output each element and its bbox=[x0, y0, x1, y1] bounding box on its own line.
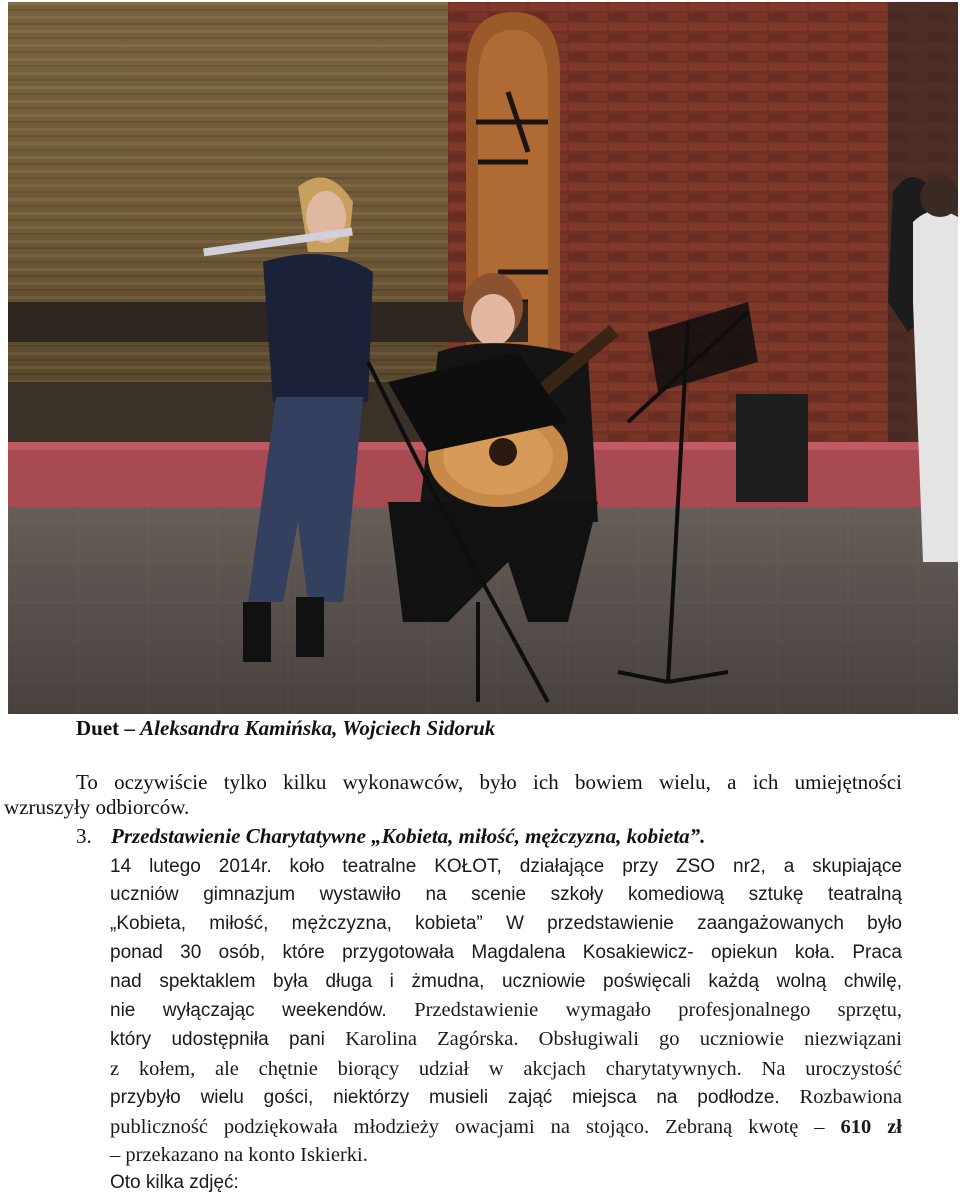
body-line-6a: nie wyłączając weekendów. bbox=[110, 1000, 415, 1022]
body-line-5: nad spektaklem była długa i żmudna, uczniowie poświęcali każdą wolną chwilę, bbox=[110, 970, 902, 992]
donation-amount: 610 zł bbox=[840, 1115, 902, 1138]
body-line-11: – przekazano na konto Iskierki. bbox=[110, 1144, 368, 1167]
concert-photo bbox=[8, 2, 958, 714]
intro-paragraph bbox=[4, 770, 902, 820]
section-title: Przedstawienie Charytatywne „Kobieta, miłość, mężczyzna, kobieta”. bbox=[111, 824, 706, 848]
caption-names: Aleksandra Kamińska, Wojciech Sidoruk bbox=[140, 716, 496, 740]
section-3-body bbox=[110, 853, 902, 1198]
body-line-8a: z kołem, ale chętnie biorący udział w akcjach charytatywnych. bbox=[110, 1057, 762, 1080]
body-line-9b: Rozbawiona bbox=[799, 1086, 902, 1109]
body-line-6b: Przedstawienie wymagało profesjonalnego sprzętu, bbox=[414, 999, 902, 1022]
intro-line-1: To oczywiście tylko kilku wykonawców, było ich bowiem wielu, a ich umiejętności bbox=[76, 770, 902, 794]
body-line-1: 14 lutego 2014r. koło teatralne KOŁOT, działające przy ZSO nr2, a skupiające bbox=[110, 856, 902, 877]
photo-caption bbox=[76, 716, 495, 741]
body-line-9a: przybyło wielu gości, niektórzy musieli zająć miejsca na podłodze. bbox=[110, 1087, 800, 1109]
intro-line-2: wzruszyły odbiorców. bbox=[4, 795, 190, 819]
section-3-heading bbox=[76, 824, 705, 849]
section-number: 3. bbox=[76, 824, 92, 848]
body-line-2: uczniów gimnazjum wystawiło na scenie szkoły komediową sztukę teatralną bbox=[110, 884, 902, 906]
body-line-12: Oto kilka zdjęć: bbox=[110, 1172, 239, 1194]
body-line-7b: Karolina Zagórska. bbox=[345, 1028, 539, 1051]
body-line-4a: ponad 30 osób, które przygotowała bbox=[110, 942, 472, 964]
body-line-10a: publiczność podziękowała młodzieży owacjami na stojąco. Zebraną kwotę – bbox=[110, 1115, 841, 1138]
body-line-7a: który udostępniła pani bbox=[110, 1029, 346, 1051]
body-line-4b: Magdalena Kosakiewicz- opiekun koła. Praca bbox=[471, 942, 902, 964]
body-line-3: „Kobieta, miłość, mężczyzna, kobieta” W przedstawienie zaangażowanych było bbox=[110, 912, 902, 934]
caption-prefix: Duet – bbox=[76, 716, 141, 740]
body-line-7c: Obsługiwali go uczniowie niezwiązani bbox=[538, 1028, 902, 1051]
body-line-8b: Na uroczystość bbox=[761, 1057, 902, 1080]
